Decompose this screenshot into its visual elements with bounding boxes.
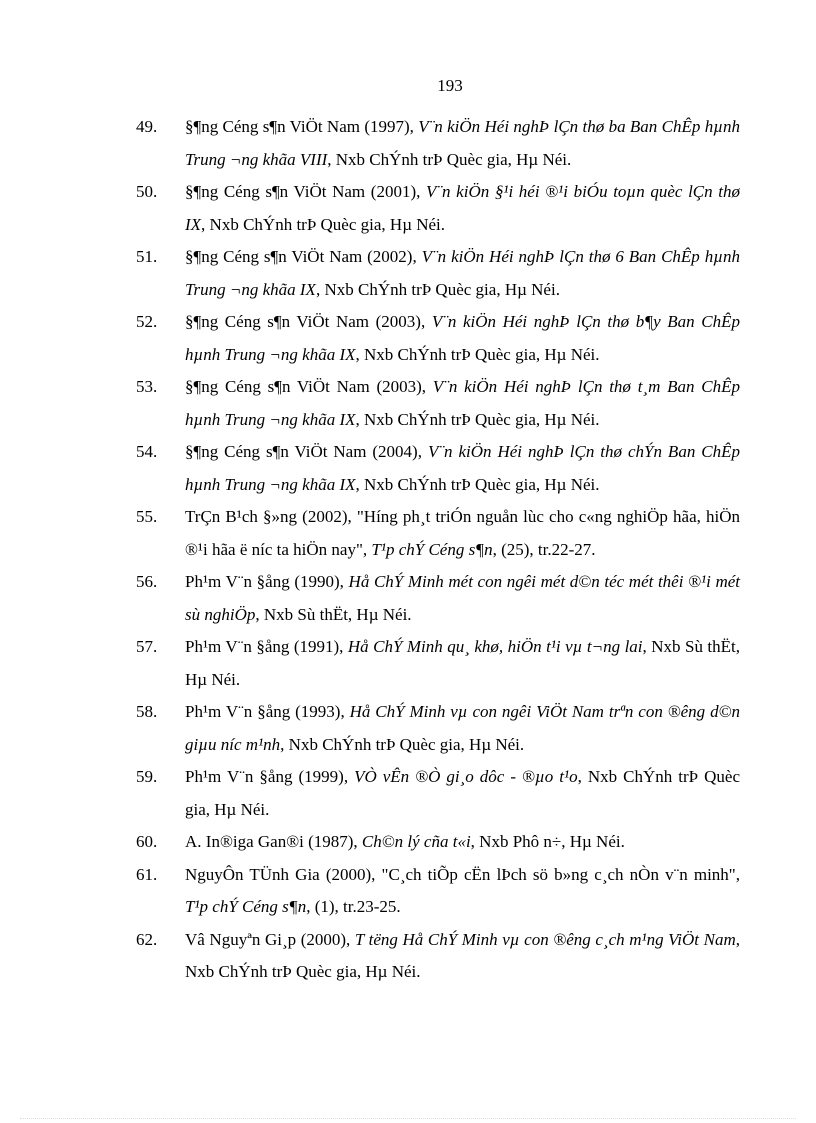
reference-number: 55. <box>136 507 158 526</box>
reference-item <box>136 566 740 631</box>
reference-publisher: , Nxb ChÝnh trÞ Quèc gia, Hµ Néi. <box>185 929 740 981</box>
reference-number: 51. <box>136 247 158 266</box>
reference-author-year: §¶ng Céng s¶n ViÖt Nam (2003), <box>185 377 433 396</box>
page-bottom-divider <box>20 1118 796 1119</box>
reference-list <box>136 111 740 989</box>
reference-publisher: , (1), tr.23-25. <box>306 897 401 916</box>
reference-number: 52. <box>136 312 158 331</box>
reference-title: V¨n kiÖn §¹i héi ®¹i biÓu toµn quèc lÇn thø IX <box>185 182 740 234</box>
reference-number: 53. <box>136 377 158 396</box>
reference-title: Hå ChÝ Minh vµ con ngêi ViÖt Nam trªn con ®êng d©n giµu níc m¹nh <box>185 702 740 754</box>
reference-author-year: §¶ng Céng s¶n ViÖt Nam (2002), <box>185 247 422 266</box>
reference-title: V¨n kiÖn Héi nghÞ lÇn thø ba Ban ChÊp hµnh Trung ¬ng khãa VIII <box>185 117 740 169</box>
reference-title: V¨n kiÖn Héi nghÞ lÇn thø b¶y Ban ChÊp hµnh Trung ¬ng khãa IX <box>185 312 740 364</box>
reference-publisher: , Nxb ChÝnh trÞ Quèc gia, Hµ Néi. <box>201 214 446 234</box>
reference-publisher: , Nxb ChÝnh trÞ Quèc gia, Hµ Néi. <box>355 474 600 494</box>
reference-author-year: Ph¹m V¨n §ång (1999), <box>185 767 355 786</box>
reference-publisher: , Nxb ChÝnh trÞ Quèc gia, Hµ Néi. <box>355 344 600 364</box>
reference-author-year: Ph¹m V¨n §ång (1990), <box>185 572 349 591</box>
reference-title: V¨n kiÖn Héi nghÞ lÇn thø 6 Ban ChÊp hµnh Trung ¬ng khãa IX <box>185 247 740 299</box>
reference-title: T tëng Hå ChÝ Minh vµ con ®êng c¸ch m¹ng ViÖt Nam <box>354 929 736 949</box>
reference-text <box>185 761 740 826</box>
reference-title: Hå ChÝ Minh qu¸ khø, hiÖn t¹i vµ t¬ng lai <box>347 637 643 656</box>
reference-item <box>136 241 740 306</box>
reference-publisher: , Nxb ChÝnh trÞ Quèc gia, Hµ Néi. <box>315 279 560 299</box>
reference-text <box>185 111 740 176</box>
reference-title: Ch©n lý cña t«i <box>361 832 471 851</box>
reference-item <box>136 826 740 859</box>
reference-number: 60. <box>136 832 158 851</box>
reference-number: 56. <box>136 572 158 591</box>
reference-number: 57. <box>136 637 158 656</box>
reference-item <box>136 631 740 696</box>
reference-number: 54. <box>136 442 158 461</box>
reference-item <box>136 859 740 924</box>
reference-author-year: A. In®iga Gan®i (1987), <box>185 832 362 851</box>
reference-number: 50. <box>136 182 158 201</box>
reference-text <box>185 924 740 989</box>
reference-publisher: , Nxb ChÝnh trÞ Quèc gia, Hµ Néi. <box>355 409 600 429</box>
reference-text <box>185 566 740 631</box>
reference-author-year: §¶ng Céng s¶n ViÖt Nam (1997), <box>185 117 419 136</box>
reference-title: V¨n kiÖn Héi nghÞ lÇn thø chÝn Ban ChÊp hµnh Trung ¬ng khãa IX <box>185 442 740 494</box>
reference-text <box>185 826 740 859</box>
reference-author-year: NguyÔn TÜnh Gia (2000), "C¸ch tiÕp cËn lÞch sö b»ng c¸ch nÒn v¨n minh", <box>185 864 740 884</box>
reference-author-year: §¶ng Céng s¶n ViÖt Nam (2001), <box>185 182 426 201</box>
reference-text <box>185 306 740 371</box>
reference-title: VÒ vÊn ®Ò gi¸o dôc - ®µo t¹o <box>354 767 578 786</box>
reference-text <box>185 631 740 696</box>
reference-item <box>136 306 740 371</box>
reference-author-year: TrÇn B¹ch §»ng (2002), "Híng ph¸t triÓn nguån lùc cho c«ng nghiÖp hãa, hiÖn ®¹i hãa ë níc ta hiÖn nay", <box>185 507 740 559</box>
reference-author-year: Vâ Nguyªn Gi¸p (2000), <box>185 929 355 949</box>
reference-item <box>136 696 740 761</box>
reference-text <box>185 501 740 566</box>
reference-author-year: Ph¹m V¨n §ång (1993), <box>185 702 350 721</box>
reference-text <box>185 176 740 241</box>
reference-publisher: , Nxb ChÝnh trÞ Quèc gia, Hµ Néi. <box>280 734 525 754</box>
reference-publisher: , Nxb Sù thËt, Hµ Néi. <box>255 604 412 624</box>
reference-item <box>136 176 740 241</box>
reference-publisher: , Nxb Sù thËt, Hµ Néi. <box>185 637 740 689</box>
reference-title: T¹p chÝ Céng s¶n <box>185 897 307 916</box>
reference-number: 62. <box>136 929 158 949</box>
reference-publisher: , Nxb Phô n÷, Hµ Néi. <box>470 832 625 851</box>
reference-number: 49. <box>136 117 158 136</box>
reference-item <box>136 501 740 566</box>
reference-author-year: §¶ng Céng s¶n ViÖt Nam (2003), <box>185 312 432 331</box>
reference-text <box>185 859 740 924</box>
reference-publisher: , Nxb ChÝnh trÞ Quèc gia, Hµ Néi. <box>185 767 740 819</box>
reference-author-year: Ph¹m V¨n §ång (1991), <box>185 637 348 656</box>
reference-number: 58. <box>136 702 158 721</box>
reference-number: 61. <box>136 864 158 884</box>
reference-title: T¹p chÝ Céng s¶n <box>371 539 493 559</box>
reference-item <box>136 371 740 436</box>
reference-text <box>185 371 740 436</box>
reference-text <box>185 696 740 761</box>
reference-title: Hå ChÝ Minh mét con ngêi mét d©n téc mét thêi ®¹i mét sù nghiÖp <box>185 572 740 624</box>
reference-number: 59. <box>136 767 158 786</box>
reference-author-year: §¶ng Céng s¶n ViÖt Nam (2004), <box>185 442 428 461</box>
reference-publisher: , (25), tr.22-27. <box>492 539 596 559</box>
reference-publisher: , Nxb ChÝnh trÞ Quèc gia, Hµ Néi. <box>327 149 572 169</box>
reference-item <box>136 436 740 501</box>
reference-text <box>185 436 740 501</box>
reference-item <box>136 924 740 989</box>
reference-item <box>136 761 740 826</box>
reference-text <box>185 241 740 306</box>
page-number: 193 <box>437 76 463 95</box>
reference-item <box>136 111 740 176</box>
reference-title: V¨n kiÖn Héi nghÞ lÇn thø t¸m Ban ChÊp hµnh Trung ¬ng khãa IX <box>185 377 740 429</box>
